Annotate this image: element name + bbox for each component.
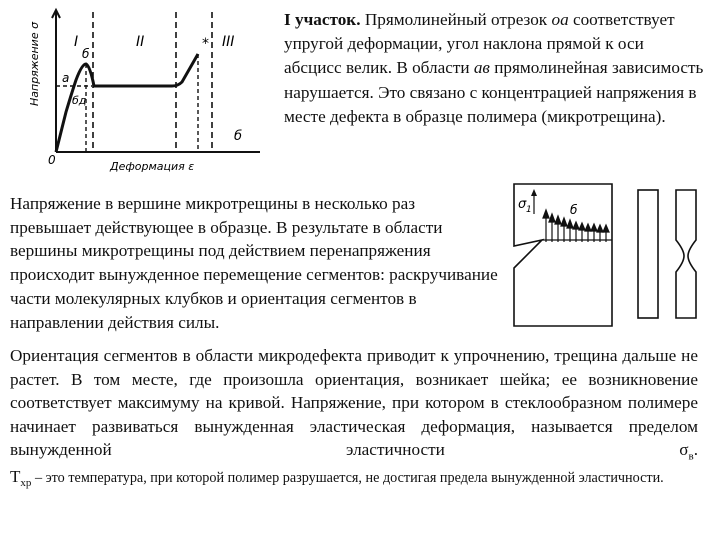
section1-text-3: прямолинейная зависимость нарушается. Это связано с концентрацией напряжения в месте дефекта в образце полимера (микротрещина). [284, 58, 704, 126]
zone-label-3: III [222, 34, 235, 50]
sigma-subscript: в [688, 450, 694, 463]
section1-paragraph [284, 8, 704, 129]
x-axis-label: Деформация ε [110, 160, 195, 173]
sigma-left-label: σ [518, 197, 527, 212]
point-label-star: * [202, 36, 209, 52]
microcrack-paragraph: Напряжение в вершине микротрещины в несколько раз превышает действующее в образце. В результате в области вершины микротрещины под действием перенапряжения происходит вынужденное перемещение сегментов: раскручивание части молекулярных клубков и ориентация сегментов в направлении действия силы. [10, 194, 498, 332]
section1-text-2: соответствует упругой деформации, угол наклона прямой к оси абсцисс велик. В области [284, 10, 675, 78]
section1-text-1: Прямолинейный отрезок [360, 10, 552, 29]
origin-label: 0 [48, 153, 56, 167]
point-label-b: б [82, 47, 90, 61]
brittleness-text: – это температура, при которой полимер разрушается, не достигая предела вынужденной эластичности. [31, 470, 664, 486]
specimen-shapes [630, 180, 710, 330]
sigma-left-sub: 1 [526, 205, 532, 215]
microcrack-diagram [508, 180, 616, 330]
sigma-symbol: σ [679, 440, 689, 459]
orientation-end: . [693, 440, 698, 459]
t-symbol: Т [10, 467, 21, 486]
zone-label-1: I [74, 34, 79, 50]
brittleness-paragraph [10, 466, 698, 494]
t-subscript: хр [20, 476, 32, 489]
point-label-bd: бд [72, 94, 87, 107]
specimen-necked [676, 190, 696, 318]
point-label-a: а [62, 71, 70, 85]
orientation-text: Ориентация сегментов в области микродефекта приводит к упрочнению, трещина дальше не растет. В том месте, где произошла ориентация, возникает шейка; ее возникновение соответствует максимуму на кривой. Напряжение, при котором в стеклообразном полимере начинает развиваться вынужденная эластическая деформация, называется пределом вынужденной эластичности [10, 346, 698, 459]
region-av: ав [473, 58, 490, 78]
section1-heading: I участок. [284, 10, 361, 29]
specimen-before [638, 190, 658, 318]
zone-label-2: II [136, 34, 145, 50]
orientation-paragraph [10, 344, 698, 469]
stress-strain-diagram [22, 2, 270, 180]
segment-oa: оа [551, 10, 569, 29]
y-axis-label: Напряжение σ [28, 21, 41, 106]
sigma-right-label: б [570, 203, 578, 217]
point-label-end: б [234, 129, 243, 144]
